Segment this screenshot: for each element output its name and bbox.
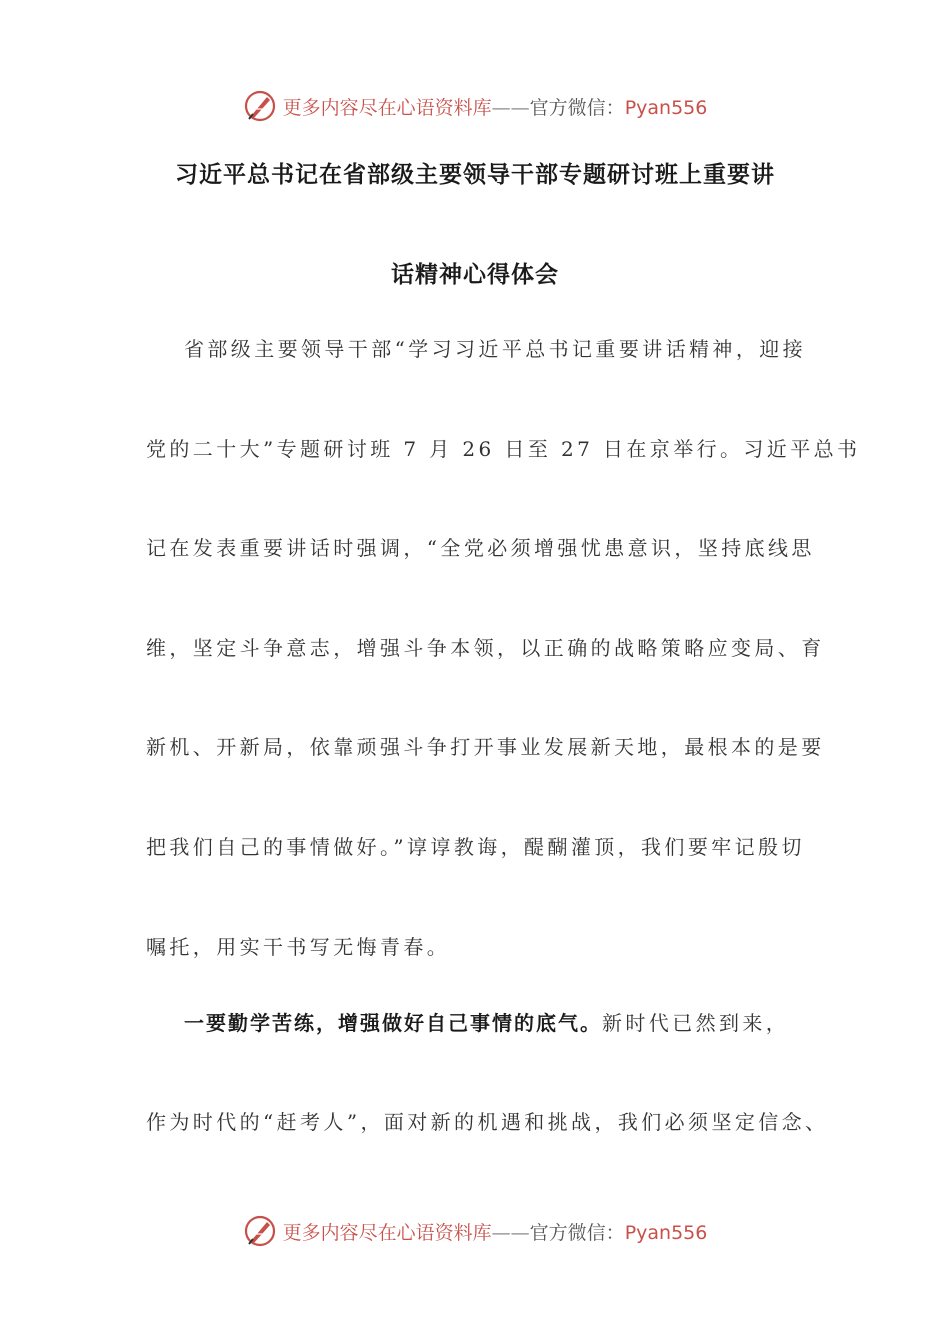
body-line: 维，坚定斗争意志，增强斗争本领，以正确的战略策略应变局、育 [146, 635, 825, 660]
section1-line [146, 1007, 826, 1107]
quill-pen-logo-icon [243, 89, 277, 123]
header-banner [0, 86, 950, 126]
banner-separator: —— [491, 1221, 530, 1244]
banner-separator: —— [491, 96, 530, 119]
body-line: 党的二十大”专题研讨班 7 月 26 日至 27 日在京举行。习近平总书 [146, 436, 861, 461]
banner-wechat-id: Pyan556 [624, 1221, 708, 1244]
document-body [146, 333, 861, 1206]
document-title-line-1: 习近平总书记在省部级主要领导干部专题研讨班上重要讲 [175, 161, 775, 188]
banner-wechat-id: Pyan556 [624, 96, 708, 119]
footer-banner [0, 1211, 950, 1251]
banner-label: 官方微信： [529, 1221, 625, 1244]
section1-heading: 一要勤学苦练，增强做好自己事情的底气。 [184, 1010, 602, 1035]
quill-pen-logo-icon [243, 1214, 277, 1248]
body-line: 新机、开新局，依靠顽强斗争打开事业发展新天地，最根本的是要 [146, 735, 825, 760]
body-line: 省部级主要领导干部“学习习近平总书记重要讲话精神，迎接 [184, 337, 807, 361]
body-line: 嘱托，用实干书写无悔青春。 [146, 934, 451, 959]
body-line: 记在发表重要讲话时强调，“全党必须增强忧患意识，坚持底线思 [146, 536, 815, 561]
banner-prefix: 更多内容尽在心语资料库 [282, 1221, 492, 1244]
banner-label: 官方微信： [529, 96, 625, 119]
document-title-line-2: 话精神心得体会 [391, 261, 559, 288]
banner-prefix: 更多内容尽在心语资料库 [282, 96, 492, 119]
body-line: 把我们自己的事情做好。”谆谆教诲，醍醐灌顶，我们要牢记殷切 [146, 834, 805, 859]
body-line: 作为时代的“赶考人”，面对新的机遇和挑战，我们必须坚定信念、 [146, 1110, 829, 1135]
section1-text: 新时代已然到来， [602, 1010, 790, 1035]
